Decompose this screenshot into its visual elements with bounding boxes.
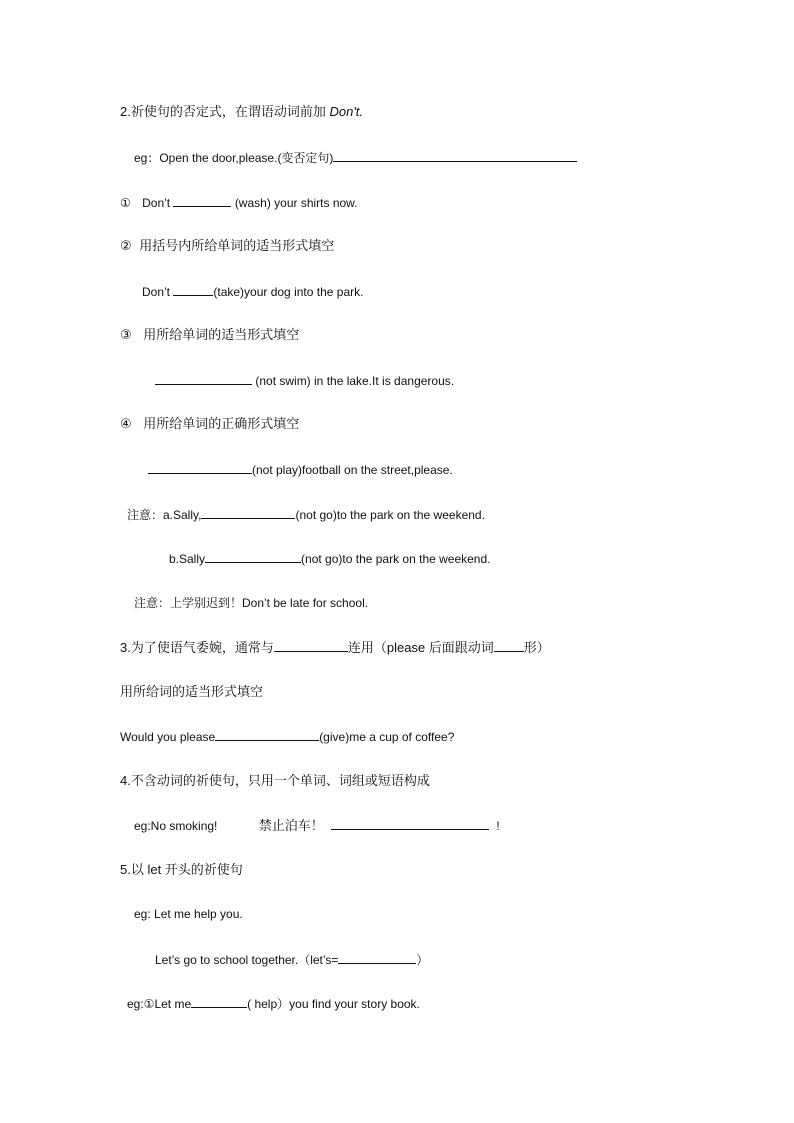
exercise-2-instruction: 用括号内所给单词的适当形式填空 [139, 238, 335, 253]
rule-3-text-b: 连用（please 后面跟动词 [347, 640, 494, 655]
no-smoking-text: eg:No smoking! [134, 819, 218, 833]
rule-3-instruction-text: 用所给词的适当形式填空 [120, 684, 264, 699]
circled-number-4: ④ [120, 416, 132, 431]
exercise-4-sentence [148, 461, 453, 478]
let-me-prefix: eg:①Let me [127, 997, 192, 1011]
answer-blank[interactable] [201, 506, 295, 519]
example-open-door [134, 149, 577, 166]
no-parking-text: 禁止泊车！ [258, 818, 324, 833]
answer-blank[interactable] [331, 817, 489, 830]
exercise-4-instruction: 用所给单词的正确形式填空 [143, 416, 300, 431]
answer-blank[interactable] [215, 728, 319, 741]
note-late-text: 注意：上学别迟到！Don’t be late for school. [134, 596, 369, 610]
example-text: eg：Open the door,please.(变否定句) [134, 151, 334, 165]
rule-4-heading [120, 773, 430, 789]
let-me-suffix: ( help）you find your story book. [247, 997, 420, 1011]
circled-number-1: ① [120, 196, 131, 210]
lets-go-close: ） [416, 953, 429, 967]
exercise-3-instruction: 用所给单词的适当形式填空 [143, 327, 300, 342]
lets-go-text: Let’s go to school together.（let’s= [155, 953, 339, 967]
let-me-help-text: eg: Let me help you. [134, 907, 243, 921]
answer-blank[interactable] [333, 149, 577, 162]
no-smoking-example [134, 817, 500, 834]
exercise-1-prefix: Don’t [142, 196, 171, 210]
rule-3-text-c: 形） [523, 640, 550, 655]
exercise-1-suffix: (wash) your shirts now. [234, 196, 358, 210]
exercise-4-suffix: (not play)football on the street,please. [252, 463, 453, 477]
exercise-3-sentence [155, 372, 454, 389]
circled-number-3: ③ [120, 327, 132, 342]
exercise-2-prefix: Don’t [142, 285, 171, 299]
coffee-sentence [120, 728, 454, 745]
exercise-2-heading [120, 238, 334, 254]
let-me-help-example [134, 906, 243, 922]
exercise-4-heading [120, 416, 299, 432]
lets-go-example [155, 951, 428, 968]
rule-4-text: 4.不含动词的祈使句，只用一个单词、词组或短语构成 [120, 773, 430, 788]
answer-blank[interactable] [494, 639, 524, 652]
coffee-prefix: Would you please [120, 730, 216, 744]
note-a-prefix: 注意：a.Sally, [127, 508, 202, 522]
answer-blank[interactable] [173, 194, 231, 207]
answer-blank[interactable] [173, 283, 213, 296]
rule-2-heading [120, 104, 363, 120]
exclamation-mark: ! [496, 819, 500, 833]
answer-blank[interactable] [155, 372, 252, 385]
note-b-suffix: (not go)to the park on the weekend. [301, 552, 491, 566]
rule-3-instruction [120, 684, 263, 700]
note-late [134, 595, 368, 611]
circled-number-2: ② [120, 238, 132, 253]
exercise-2-sentence [142, 283, 363, 300]
exercise-3-suffix: (not swim) in the lake.It is dangerous. [255, 374, 455, 388]
exercise-3-heading [120, 327, 299, 343]
answer-blank[interactable] [148, 461, 252, 474]
rule-5-text: 5.以 let 开头的祈使句 [120, 862, 243, 877]
dont-keyword: Don't. [329, 104, 364, 119]
exercise-1 [120, 194, 358, 211]
note-a [127, 506, 485, 523]
answer-blank[interactable] [338, 951, 416, 964]
rule-3-text-a: 3.为了使语气委婉，通常与 [120, 640, 274, 655]
answer-blank[interactable] [274, 639, 348, 652]
exercise-2-suffix: (take)your dog into the park. [213, 285, 364, 299]
answer-blank[interactable] [205, 550, 301, 563]
answer-blank[interactable] [191, 995, 247, 1008]
let-me-exercise [127, 995, 420, 1012]
note-a-suffix: (not go)to the park on the weekend. [295, 508, 485, 522]
coffee-suffix: (give)me a cup of coffee? [319, 730, 455, 744]
note-b-prefix: b.Sally [169, 552, 206, 566]
rule-5-heading [120, 862, 243, 878]
rule-2-text: 2.祈使句的否定式，在谓语动词前加 [120, 104, 330, 119]
note-b [169, 550, 491, 567]
rule-3-heading [120, 639, 550, 656]
